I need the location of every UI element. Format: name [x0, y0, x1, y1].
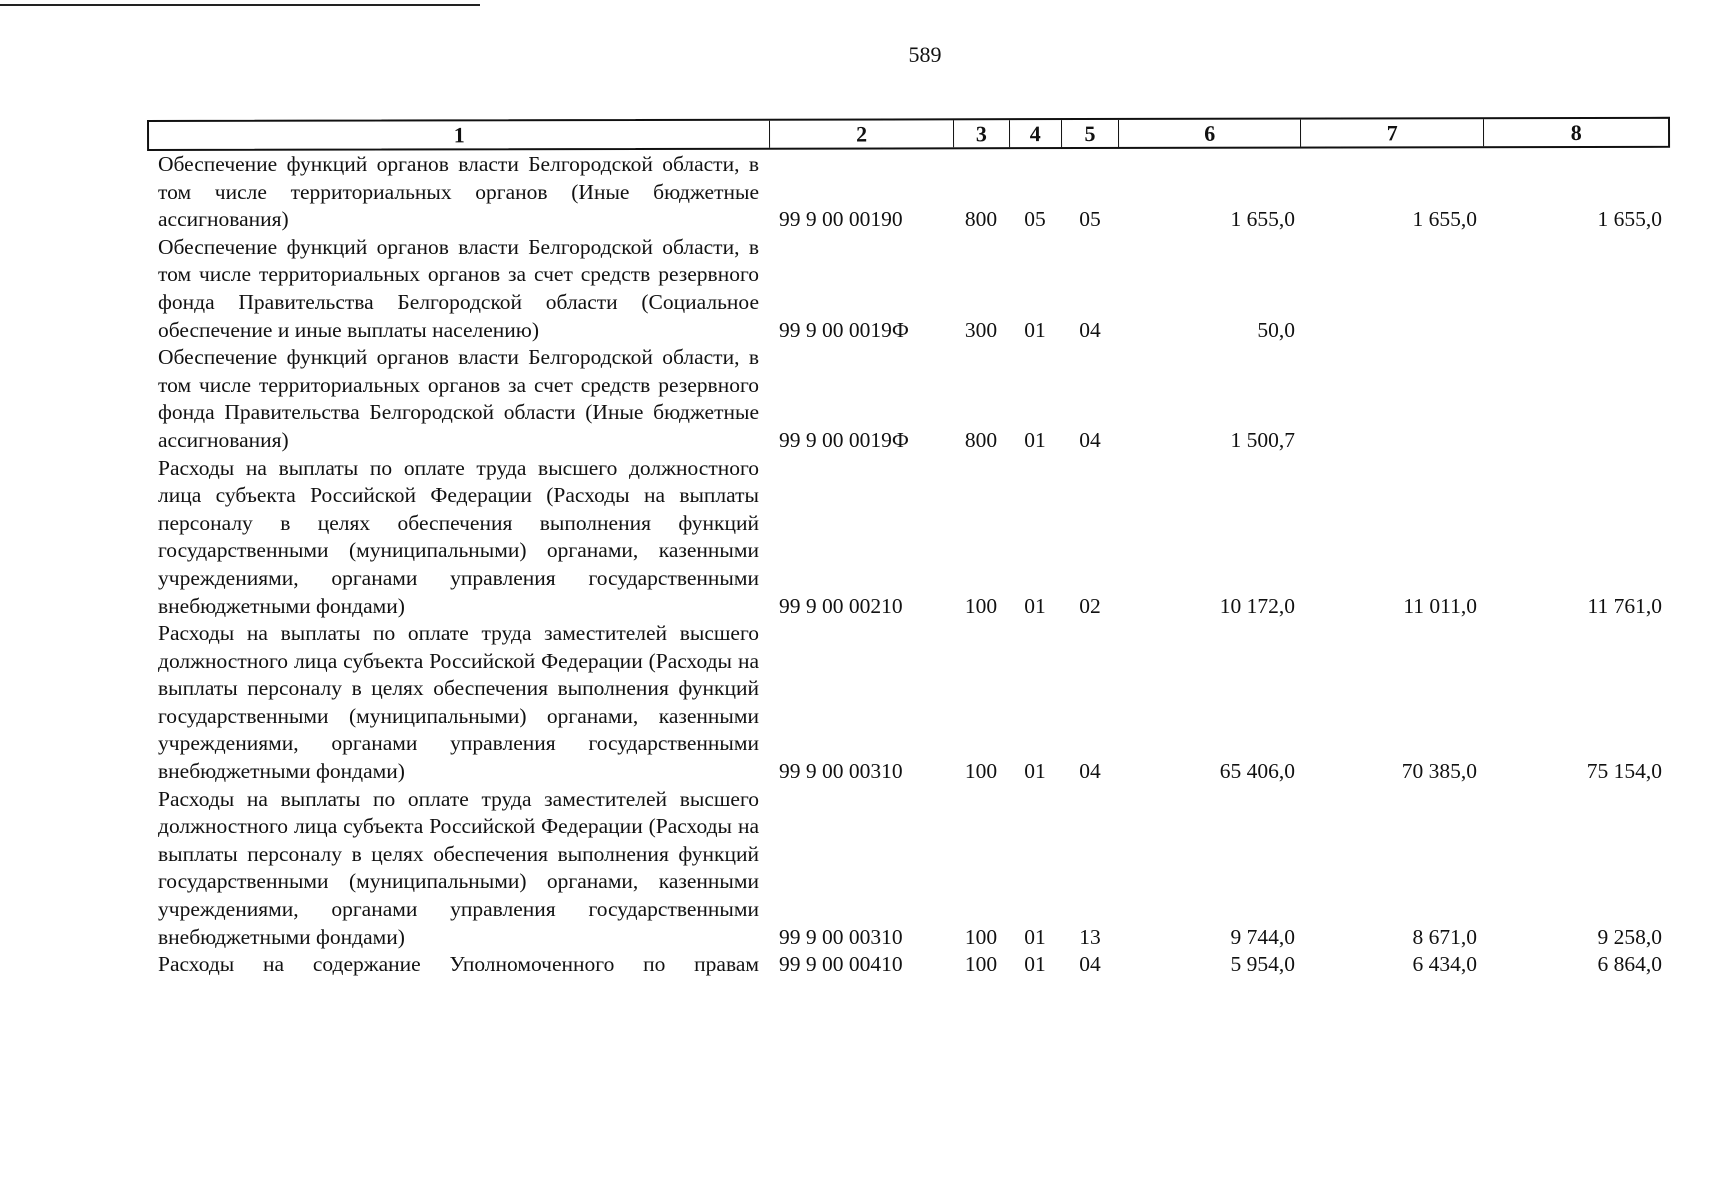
table-row	[147, 151, 1670, 234]
row-col-3: 800	[964, 207, 998, 232]
top-rule	[0, 4, 480, 6]
row-col-6: 50,0	[1257, 317, 1295, 342]
row-col-6: 5 954,0	[1230, 952, 1295, 977]
header-col-7: 7	[1300, 119, 1484, 146]
row-col-3: 100	[964, 952, 998, 977]
row-col-4: 01	[1024, 593, 1046, 618]
row-col-5: 02	[1079, 593, 1101, 618]
header-col-8: 8	[1483, 119, 1668, 146]
row-col-7: 11 011,0	[1403, 593, 1477, 618]
row-col-8: 75 154,0	[1586, 759, 1662, 784]
row-code: 99 9 00 00190	[779, 207, 903, 232]
row-col-8: 9 258,0	[1597, 924, 1662, 949]
row-description: Обеспечение функций органов власти Белгородской области, в том числе территориальных органов (Иные бюджетные ассигнования)	[158, 152, 759, 232]
budget-table	[147, 120, 1670, 979]
row-col-5: 05	[1079, 207, 1101, 232]
row-code: 99 9 00 00310	[779, 924, 903, 949]
row-description: Расходы на выплаты по оплате труда заместителей высшего должностного лица субъекта Российской Федерации (Расходы на выплаты персоналу в целях обеспечения выполнения функций государственными (муниципальными) органами, казенными учреждениями, органами управления государственными внебюджетными фондами)	[158, 786, 759, 949]
header-col-3: 3	[953, 120, 1009, 147]
row-code: 99 9 00 0019Ф	[779, 427, 909, 452]
header-col-1: 1	[453, 122, 465, 148]
row-col-5: 13	[1079, 924, 1101, 949]
table-row	[147, 344, 1670, 454]
table-header-row	[147, 117, 1670, 151]
row-col-4: 05	[1024, 207, 1046, 232]
table-row	[147, 455, 1670, 621]
row-col-6: 1 500,7	[1230, 427, 1295, 452]
row-col-8: 1 655,0	[1597, 207, 1662, 232]
header-col-2: 2	[769, 120, 953, 147]
row-col-6: 10 172,0	[1219, 593, 1295, 618]
row-col-3: 300	[964, 317, 998, 342]
row-col-5: 04	[1079, 759, 1101, 784]
row-col-4: 01	[1024, 924, 1046, 949]
row-col-4: 01	[1024, 952, 1046, 977]
row-col-4: 01	[1024, 317, 1046, 342]
row-col-6: 65 406,0	[1219, 759, 1295, 784]
row-col-7: 8 671,0	[1412, 924, 1477, 949]
row-col-5: 04	[1079, 427, 1101, 452]
row-description: Расходы на выплаты по оплате труда высшего должностного лица субъекта Российской Федерации (Расходы на выплаты персоналу в целях обеспечения выполнения функций государственными (муниципальными) органами, казенными учреждениями, органами управления государственными внебюджетными фондами)	[158, 455, 759, 618]
header-col-5: 5	[1061, 120, 1119, 147]
row-col-3: 100	[964, 593, 998, 618]
row-description: Обеспечение функций органов власти Белгородской области, в том числе территориальных органов за счет средств резервного фонда Правительства Белгородской области (Социальное обеспечение и иные выплаты населению)	[158, 234, 759, 342]
row-description: Расходы на содержание Уполномоченного по правам	[158, 952, 759, 977]
row-col-3: 100	[964, 759, 998, 784]
row-col-7: 1 655,0	[1412, 207, 1477, 232]
row-code: 99 9 00 00210	[779, 593, 903, 618]
table-body	[147, 151, 1670, 979]
row-col-3: 100	[964, 924, 998, 949]
row-col-6: 9 744,0	[1230, 924, 1295, 949]
row-description: Обеспечение функций органов власти Белгородской области, в том числе территориальных органов за счет средств резервного фонда Правительства Белгородской области (Иные бюджетные ассигнования)	[158, 345, 759, 452]
header-col-4: 4	[1009, 120, 1061, 147]
row-description: Расходы на выплаты по оплате труда заместителей высшего должностного лица субъекта Российской Федерации (Расходы на выплаты персоналу в целях обеспечения выполнения функций государственными (муниципальными) органами, казенными учреждениями, органами управления государственными внебюджетными фондами)	[158, 621, 759, 784]
row-code: 99 9 00 00410	[779, 952, 903, 977]
row-col-8: 11 761,0	[1587, 593, 1662, 618]
page-number: 589	[908, 42, 942, 67]
row-code: 99 9 00 0019Ф	[779, 317, 909, 342]
table-row	[147, 234, 1670, 344]
row-col-7: 6 434,0	[1412, 952, 1477, 977]
header-col-6: 6	[1118, 120, 1300, 147]
row-col-4: 01	[1024, 427, 1046, 452]
table-row	[147, 951, 1670, 979]
row-col-5: 04	[1079, 317, 1101, 342]
row-col-7: 70 385,0	[1401, 759, 1477, 784]
table-row	[147, 786, 1670, 952]
row-col-6: 1 655,0	[1230, 207, 1295, 232]
row-col-5: 04	[1079, 952, 1101, 977]
row-col-4: 01	[1024, 759, 1046, 784]
row-col-3: 800	[964, 427, 998, 452]
row-col-8: 6 864,0	[1597, 952, 1662, 977]
table-row	[147, 620, 1670, 786]
row-code: 99 9 00 00310	[779, 759, 903, 784]
